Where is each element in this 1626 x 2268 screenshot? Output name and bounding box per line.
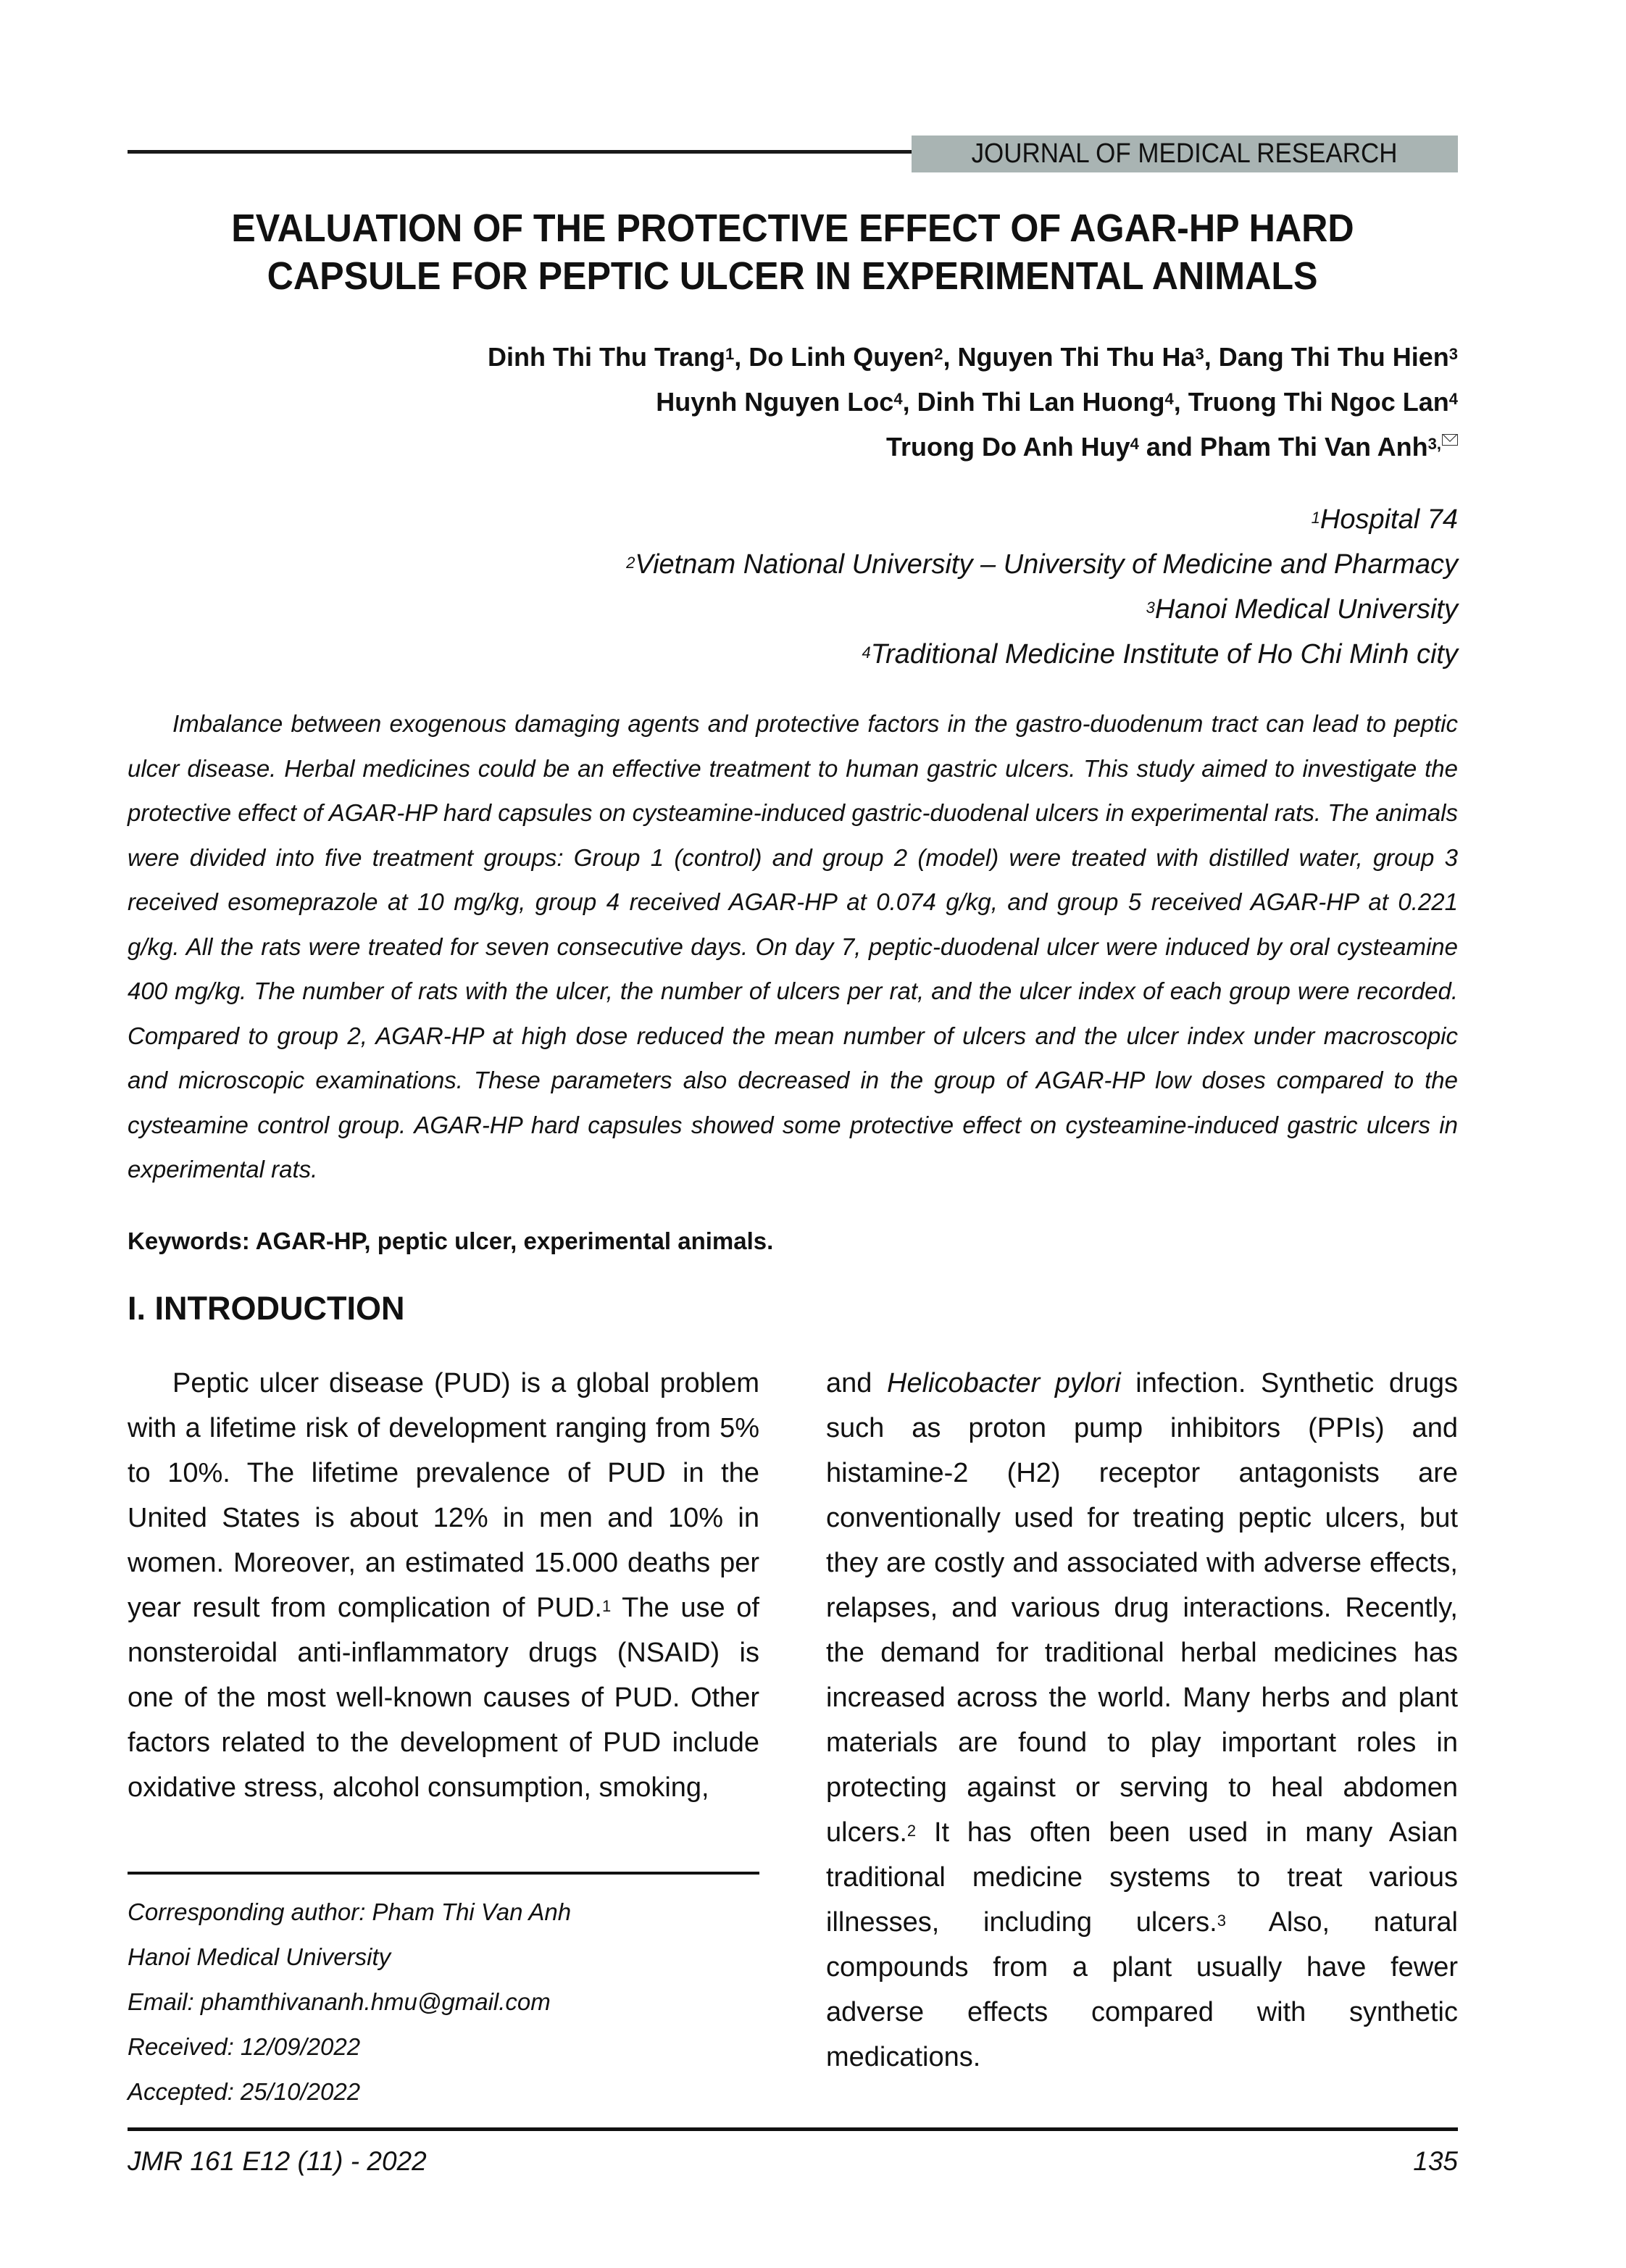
footer-citation: JMR 161 E12 (11) - 2022 bbox=[128, 2146, 427, 2176]
affiliation-item bbox=[626, 587, 1458, 632]
envelope-icon bbox=[1442, 434, 1458, 446]
title-line-2: CAPSULE FOR PEPTIC ULCER IN EXPERIMENTAL ANIMALS bbox=[267, 254, 1318, 298]
intro-text: infection. Synthetic drugs such as proton pump inhibitors (PPIs) and histamine-2 (H2) receptor antagonists are conventionally used for treating peptic ulcers, but they are costly and associated with adverse effects, relapses, and various drug interactions. Recently, the demand for traditional herbal medicines has increased across the world. Many herbs and plant materials are found to play important roles in protecting against or serving to heal abdomen ulcers. bbox=[826, 1368, 1458, 1848]
author-name: Dang Thi Thu Hien bbox=[1218, 342, 1449, 372]
abstract-text: Imbalance between exogenous damaging agents and protective factors in the gastro-duodenum tract can lead to peptic ulcer disease. Herbal medicines could be an effective treatment to human gastric ulcers. This study aimed to investigate the protective effect of AGAR-HP hard capsules on cysteamine-induced gastric-duodenal ulcers in experimental rats. The animals were divided into five treatment groups: Group 1 (control) and group 2 (model) were treated with distilled water, group 3 received esomeprazole at 10 mg/kg, group 4 received AGAR-HP at 0.074 g/kg, and group 5 received AGAR-HP at 0.221 g/kg. All the rats were treated for seven consecutive days. On day 7, peptic-duodenal ulcer were induced by oral cysteamine 400 mg/kg. The number of rats with the ulcer, the number of ulcers per rat, and the ulcer index of each group were recorded. Compared to group 2, AGAR-HP at high dose reduced the mean number of ulcers and the ulcer index under macroscopic and microscopic examinations. These parameters also decreased in the group of AGAR-HP low doses compared to the cysteamine control group. AGAR-HP hard capsules showed some protective effect on cysteamine-induced gastric ulcers in experimental rats. bbox=[128, 710, 1458, 1183]
intro-text: and bbox=[826, 1368, 888, 1398]
author-name: Huynh Nguyen Loc bbox=[656, 387, 894, 417]
title-line-1: EVALUATION OF THE PROTECTIVE EFFECT OF AGAR-HP HARD bbox=[231, 207, 1354, 250]
footer-rule bbox=[128, 2127, 1458, 2131]
section-heading-introduction: I. INTRODUCTION bbox=[128, 1290, 405, 1327]
author-affiliation-mark: 1 bbox=[725, 345, 735, 363]
author-affiliation-mark: 3, bbox=[1427, 435, 1441, 453]
author-name: Pham Thi Van Anh bbox=[1199, 432, 1428, 462]
affiliation-text: Hanoi Medical University bbox=[1154, 594, 1458, 625]
author-affiliation-mark: 4 bbox=[893, 390, 903, 408]
corresponding-institution: Hanoi Medical University bbox=[128, 1943, 391, 1970]
correspondence-footnote bbox=[128, 1890, 571, 2114]
abstract bbox=[128, 701, 1458, 1192]
citation-ref: 3 bbox=[1217, 1911, 1226, 1930]
intro-text: The use of nonsteroidal anti-inflammatory drugs (NSAID) is one of the most well-known causes of PUD. Other factors related to the development of PUD include oxidative stress, alcohol consumption, smoking, bbox=[128, 1593, 759, 1803]
intro-text: Also, natural compounds from a plant usually have fewer adverse effects compared with synthetic medications. bbox=[826, 1907, 1458, 2072]
affiliation-text: Traditional Medicine Institute of Ho Chi Minh city bbox=[870, 639, 1458, 670]
intro-paragraph bbox=[128, 1361, 759, 1810]
author-name: Truong Do Anh Huy bbox=[886, 432, 1130, 462]
author-separator: and bbox=[1138, 432, 1200, 462]
author-affiliation-mark: 4 bbox=[1164, 390, 1174, 408]
intro-right-column bbox=[826, 1361, 1458, 2080]
author-affiliation-mark: 3 bbox=[1448, 345, 1458, 363]
affiliation-item bbox=[626, 542, 1458, 587]
corresponding-email[interactable]: Email: phamthivananh.hmu@gmail.com bbox=[128, 1988, 551, 2015]
affiliation-mark: 1 bbox=[1311, 509, 1320, 527]
author-affiliation-mark: 4 bbox=[1448, 390, 1458, 408]
author-line-2 bbox=[488, 380, 1458, 425]
author-separator: , bbox=[902, 387, 917, 417]
author-line-1 bbox=[488, 335, 1458, 380]
author-separator: , bbox=[734, 342, 749, 372]
author-name: Dinh Thi Lan Huong bbox=[917, 387, 1165, 417]
affiliation-mark: 2 bbox=[626, 554, 635, 572]
page-number: 135 bbox=[1413, 2146, 1458, 2176]
author-separator: , bbox=[1173, 387, 1188, 417]
affiliation-mark: 3 bbox=[1146, 599, 1155, 617]
author-affiliation-mark: 4 bbox=[1130, 435, 1139, 453]
keywords: Keywords: AGAR-HP, peptic ulcer, experimental animals. bbox=[128, 1227, 774, 1254]
journal-name: JOURNAL OF MEDICAL RESEARCH bbox=[972, 138, 1398, 169]
author-separator: , bbox=[1204, 342, 1219, 372]
author-line-3 bbox=[488, 425, 1458, 470]
intro-paragraph bbox=[826, 1361, 1458, 2080]
intro-text: Peptic ulcer disease (PUD) is a global problem with a lifetime risk of development ranging from 5% to 10%. The lifetime prevalence of PUD in the United States is about 12% in men and 10% in women. Moreover, an estimated 15.000 deaths per year result from complication of PUD. bbox=[128, 1368, 759, 1623]
author-name: Truong Thi Ngoc Lan bbox=[1188, 387, 1449, 417]
affiliation-text: Vietnam National University – University of Medicine and Pharmacy bbox=[635, 549, 1458, 580]
author-separator: , bbox=[943, 342, 958, 372]
author-affiliation-mark: 3 bbox=[1195, 345, 1204, 363]
author-name: Do Linh Quyen bbox=[749, 342, 935, 372]
intro-text: It has often been used in many Asian traditional medicine systems to treat various illnesses, including ulcers. bbox=[826, 1817, 1458, 1938]
affiliation-item bbox=[626, 497, 1458, 542]
header-rule bbox=[128, 150, 912, 154]
author-list bbox=[488, 335, 1458, 470]
affiliation-list bbox=[626, 497, 1458, 677]
article-title bbox=[128, 204, 1458, 300]
species-name: Helicobacter pylori bbox=[887, 1368, 1121, 1398]
author-name: Dinh Thi Thu Trang bbox=[488, 342, 725, 372]
affiliation-mark: 4 bbox=[862, 643, 871, 662]
affiliation-text: Hospital 74 bbox=[1319, 504, 1458, 535]
affiliation-item bbox=[626, 632, 1458, 677]
author-name: Nguyen Thi Thu Ha bbox=[957, 342, 1196, 372]
citation-ref: 1 bbox=[601, 1597, 612, 1615]
accepted-date: Accepted: 25/10/2022 bbox=[128, 2078, 361, 2105]
author-affiliation-mark: 2 bbox=[934, 345, 943, 363]
corresponding-author: Corresponding author: Pham Thi Van Anh bbox=[128, 1898, 572, 1925]
journal-name-banner bbox=[912, 136, 1458, 172]
intro-left-column bbox=[128, 1361, 759, 1810]
received-date: Received: 12/09/2022 bbox=[128, 2033, 361, 2060]
footnote-rule bbox=[128, 1872, 759, 1875]
citation-ref: 2 bbox=[906, 1822, 917, 1840]
